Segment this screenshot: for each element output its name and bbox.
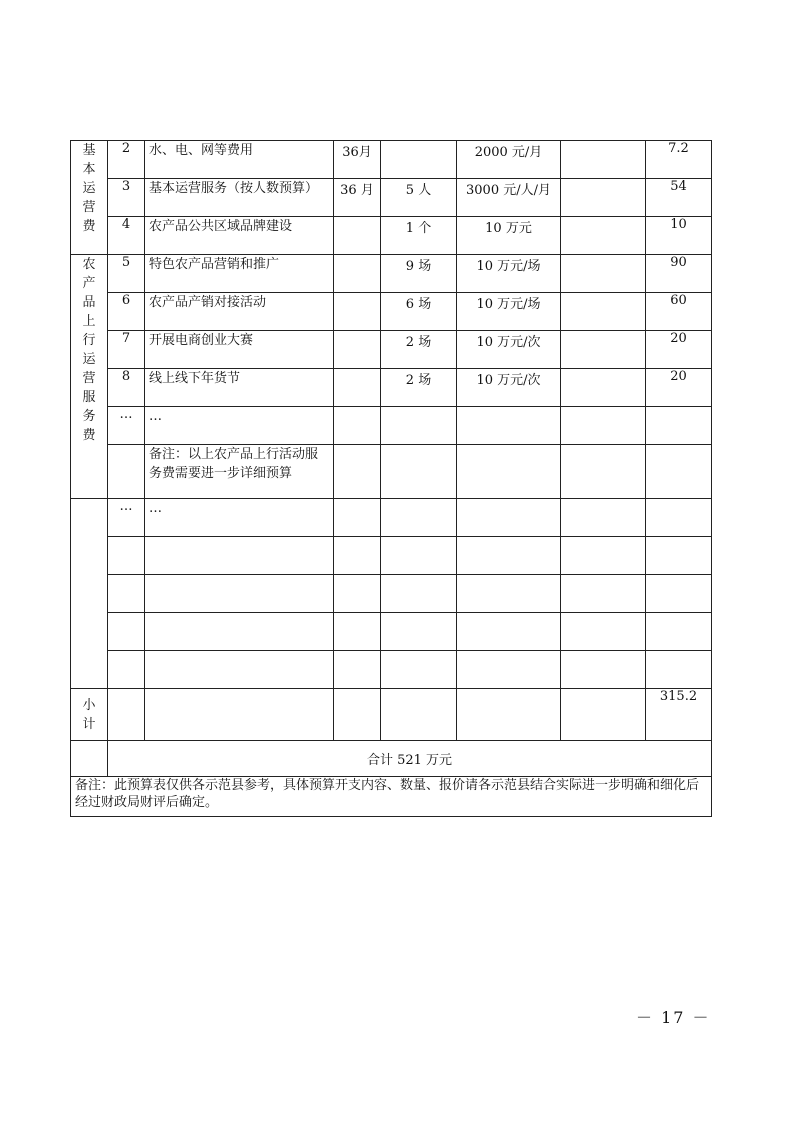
- budget-table: [70, 140, 712, 817]
- row-amount: 54: [646, 179, 712, 217]
- row-no: 5: [108, 255, 145, 293]
- row-no: 7: [108, 331, 145, 369]
- table-row: [71, 255, 712, 293]
- row-period: [334, 255, 381, 293]
- page-number: － 17 －: [636, 1008, 711, 1027]
- row-blank: [561, 499, 646, 537]
- row-no: …: [108, 407, 145, 445]
- row-price: [457, 407, 561, 445]
- row-no: 6: [108, 293, 145, 331]
- row-no: 8: [108, 369, 145, 407]
- subtotal-row: [71, 689, 712, 741]
- category-basic-ops: 基 本 运 营 费: [71, 141, 108, 255]
- row-blank: [561, 141, 646, 179]
- row-qty: 2 场: [381, 369, 457, 407]
- row-price: 10 万元: [457, 217, 561, 255]
- row-period: [334, 407, 381, 445]
- row-price: 10 万元/场: [457, 255, 561, 293]
- footnote: 备注：此预算表仅供各示范县参考，具体预算开支内容、数量、报价请各示范县结合实际进一步明确和细化后经过财政局财评后确定。: [71, 777, 712, 817]
- row-amount: 7.2: [646, 141, 712, 179]
- total-amount: 合计 521 万元: [108, 741, 712, 777]
- row-no: 3: [108, 179, 145, 217]
- row-qty: [381, 445, 457, 499]
- subtotal-label: 小 计: [71, 689, 108, 741]
- row-item: 线上线下年货节: [145, 369, 334, 407]
- row-item: 特色农产品营销和推广: [145, 255, 334, 293]
- row-qty: 9 场: [381, 255, 457, 293]
- row-item: 水、电、网等费用: [145, 141, 334, 179]
- row-blank: [561, 293, 646, 331]
- row-blank: [561, 407, 646, 445]
- table-row: [71, 537, 712, 575]
- row-item: …: [145, 499, 334, 537]
- row-price: 2000 元/月: [457, 141, 561, 179]
- row-note: 备注：以上农产品上行活动服务费需要进一步详细预算: [145, 445, 334, 499]
- row-period: [334, 499, 381, 537]
- table-row: [71, 369, 712, 407]
- row-period: [334, 331, 381, 369]
- row-period: [334, 293, 381, 331]
- row-qty: 1 个: [381, 217, 457, 255]
- category-empty: [71, 499, 108, 689]
- table-row: [71, 293, 712, 331]
- row-period: 36月: [334, 141, 381, 179]
- row-price: 10 万元/次: [457, 369, 561, 407]
- row-blank: [561, 369, 646, 407]
- row-amount: 20: [646, 331, 712, 369]
- row-period: [334, 369, 381, 407]
- row-amount: [646, 499, 712, 537]
- subtotal-amount: 315.2: [646, 689, 712, 741]
- table-row: [71, 575, 712, 613]
- row-amount: [646, 445, 712, 499]
- row-item: 开展电商创业大赛: [145, 331, 334, 369]
- row-price: [457, 499, 561, 537]
- row-amount: 10: [646, 217, 712, 255]
- row-price: 3000 元/人/月: [457, 179, 561, 217]
- row-qty: 6 场: [381, 293, 457, 331]
- row-amount: 60: [646, 293, 712, 331]
- row-qty: [381, 141, 457, 179]
- table-row: [71, 613, 712, 651]
- row-qty: [381, 499, 457, 537]
- row-item: …: [145, 407, 334, 445]
- total-row: [71, 741, 712, 777]
- row-item: 基本运营服务（按人数预算）: [145, 179, 334, 217]
- row-amount: [646, 407, 712, 445]
- table-row: [71, 407, 712, 445]
- footnote-row: [71, 777, 712, 817]
- row-blank: [561, 445, 646, 499]
- table-row: [71, 445, 712, 499]
- row-qty: 2 场: [381, 331, 457, 369]
- row-period: 36 月: [334, 179, 381, 217]
- table-row: [71, 217, 712, 255]
- row-blank: [561, 179, 646, 217]
- row-price: 10 万元/场: [457, 293, 561, 331]
- table-row: [71, 179, 712, 217]
- row-no: …: [108, 499, 145, 537]
- category-online-ops: 农 产 品 上 行 运 营 服 务 费: [71, 255, 108, 499]
- table-row: [71, 331, 712, 369]
- row-no: 2: [108, 141, 145, 179]
- table-row: [71, 499, 712, 537]
- table-row: [71, 651, 712, 689]
- row-qty: 5 人: [381, 179, 457, 217]
- table-row: [71, 141, 712, 179]
- row-qty: [381, 407, 457, 445]
- row-blank: [561, 217, 646, 255]
- row-period: [334, 445, 381, 499]
- row-price: [457, 445, 561, 499]
- row-item: 农产品产销对接活动: [145, 293, 334, 331]
- row-amount: 20: [646, 369, 712, 407]
- row-blank: [561, 255, 646, 293]
- row-price: 10 万元/次: [457, 331, 561, 369]
- row-no: [108, 445, 145, 499]
- row-period: [334, 217, 381, 255]
- row-item: 农产品公共区域品牌建设: [145, 217, 334, 255]
- row-blank: [561, 331, 646, 369]
- row-amount: 90: [646, 255, 712, 293]
- row-no: 4: [108, 217, 145, 255]
